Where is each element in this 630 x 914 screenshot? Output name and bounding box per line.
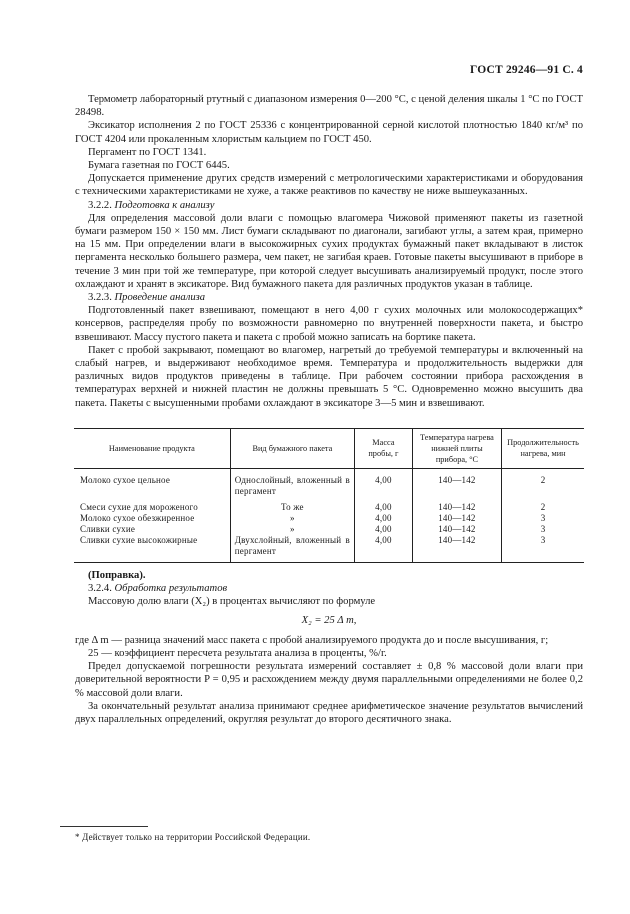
table-cell: Молоко сухое обезжиренное xyxy=(80,512,195,523)
section-title: Проведение анализа xyxy=(114,292,206,304)
table-cell: Молоко сухое цельное xyxy=(80,474,171,485)
document-body xyxy=(75,93,583,726)
table-cell: 2 xyxy=(502,497,584,513)
section-title: Подготовка к анализу xyxy=(114,199,215,211)
paragraph: Эксикатор исполнения 2 по ГОСТ 25336 с концентрированной серной кислотой плотностью 1840 кг/м³ по ГОСТ 4204 или прокаленным хлористым кальцием по ГОСТ 450. xyxy=(75,120,583,145)
table-row xyxy=(74,497,584,513)
section-number: 3.2.4. xyxy=(88,583,112,595)
paragraph: Предел допускаемой погрешности результата измерений составляет ± 0,8 % массовой доли влаги при доверительной вероятности P = 0,95 и расхождением между двумя параллельными определениями не более 0,2 % массовой доли влаги. xyxy=(75,661,583,699)
paragraph: Массовую долю влаги (X₂) в процентах вычисляют по формуле xyxy=(88,596,376,608)
column-header: Температура нагрева нижней плиты прибора, °С xyxy=(412,428,501,468)
table-cell: Сливки сухие xyxy=(80,523,136,534)
table-row xyxy=(74,513,584,524)
footnote: * Действует только на территории Российской Федерации. xyxy=(75,832,311,842)
column-header: Наименование продукта xyxy=(74,428,230,468)
table-row xyxy=(74,535,584,563)
table-row xyxy=(74,524,584,535)
section-heading-3-2-3 xyxy=(75,291,583,304)
table-cell: Двухслойный, вложенный в пергамент xyxy=(230,535,354,563)
table-cell: 4,00 xyxy=(355,468,413,497)
paragraph: Допускается применение других средств измерений с метрологическими характеристиками и оборудования с техническими характеристиками не хуже, а также реактивов по качеству не ниже вышеуказанных. xyxy=(75,173,583,198)
table-cell: То же xyxy=(230,497,354,513)
table-cell: 4,00 xyxy=(355,497,413,513)
table-row xyxy=(74,468,584,497)
table-cell: 3 xyxy=(502,513,584,524)
page-header: ГОСТ 29246—91 С. 4 xyxy=(470,64,583,76)
paragraph: 25 — коэффициент пересчета результата анализа в проценты, %/г. xyxy=(88,647,387,659)
table-header-row xyxy=(74,428,584,468)
section-title: Обработка результатов xyxy=(114,583,228,595)
paragraph: За окончательный результат анализа принимают среднее арифметическое значение результатов вычислений двух параллельных определений, округляя результат до второго десятичного знака. xyxy=(75,700,583,725)
table-cell: 3 xyxy=(502,535,584,563)
table-cell: 140—142 xyxy=(412,535,501,563)
table-cell: 4,00 xyxy=(355,535,413,563)
table-cell: 140—142 xyxy=(412,468,501,497)
table-cell: 4,00 xyxy=(355,513,413,524)
paragraph: Бумага газетная по ГОСТ 6445. xyxy=(88,160,230,172)
table-cell: » xyxy=(230,524,354,535)
table-cell: 4,00 xyxy=(355,524,413,535)
table-cell: Сливки сухие высокожирные xyxy=(80,534,198,545)
section-number: 3.2.2. xyxy=(88,199,112,211)
paragraph: Термометр лабораторный ртутный с диапазоном измерения 0—200 °С, с ценой деления шкалы 1 °С по ГОСТ 28498. xyxy=(75,94,583,119)
table-cell: 140—142 xyxy=(412,524,501,535)
column-header: Продолжительность нагрева, мин xyxy=(502,428,584,468)
section-heading-3-2-4 xyxy=(75,582,583,595)
paragraph: где Δ m — разница значений масс пакета с пробой анализируемого продукта до и после высушивания, г; xyxy=(75,634,549,646)
section-number: 3.2.3. xyxy=(88,292,112,304)
table-cell: 140—142 xyxy=(412,513,501,524)
product-table xyxy=(74,428,584,563)
table-cell: 3 xyxy=(502,524,584,535)
paragraph: Пергамент по ГОСТ 1341. xyxy=(88,146,207,158)
formula: X₂ = 25 Δ m, xyxy=(301,615,357,627)
column-header: Вид бумажного пакета xyxy=(230,428,354,468)
table-cell: Смеси сухие для мороженого xyxy=(80,501,198,512)
table-cell: » xyxy=(230,513,354,524)
paragraph: Для определения массовой доли влаги с помощью влагомера Чижовой применяют пакеты из газетной бумаги размером 150 × 150 мм. Лист бумаги складывают по диагонали, загибают углы, а затем края, примерно на 15 мм. При определении влаги в высокожирных сухих продуктах бумажный пакет вкладывают в листок пергамента несколько большего размера, чем пакет, не загибая краев. Готовые пакеты высушивают в приборе в течение 3 мин при той же температуре, при которой следует высушивать анализируемый продукт, после этого охлаждают и хранят в эксикаторе. Вид бумажного пакета для различных продуктов указан в таблице. xyxy=(75,212,583,290)
table-cell: Однослойный, вложенный в пергамент xyxy=(230,468,354,497)
paragraph: Пакет с пробой закрывают, помещают во влагомер, нагретый до требуемой температуры и включенный на слабый нагрев, и выдерживают необходимое время. Температура и продолжительность выдержки для различных видов продуктов приведены в таблице. При рабочем состоянии прибора расхождения в температурах верхней и нижней пластин не должны превышать 5 °С. Одновременно можно высушить два пакета. Пакеты с высушенными пробами охлаждают в эксикаторе 3—5 мин и взвешивают. xyxy=(75,344,583,409)
section-heading-3-2-2 xyxy=(75,199,583,212)
table-cell: 140—142 xyxy=(412,497,501,513)
amendment-note: (Поправка). xyxy=(88,569,146,581)
column-header: Масса пробы, г xyxy=(355,428,413,468)
table-cell: 2 xyxy=(502,468,584,497)
footnote-divider xyxy=(60,826,148,827)
paragraph: Подготовленный пакет взвешивают, помещают в него 4,00 г сухих молочных или молокосодержащих* консервов, распределяя пробу по возможности равномерно по внутренней поверхности пакета, и быстро взвешивают. Массу пустого пакета и пакета с пробой можно записать на бортике пакета. xyxy=(75,305,583,343)
